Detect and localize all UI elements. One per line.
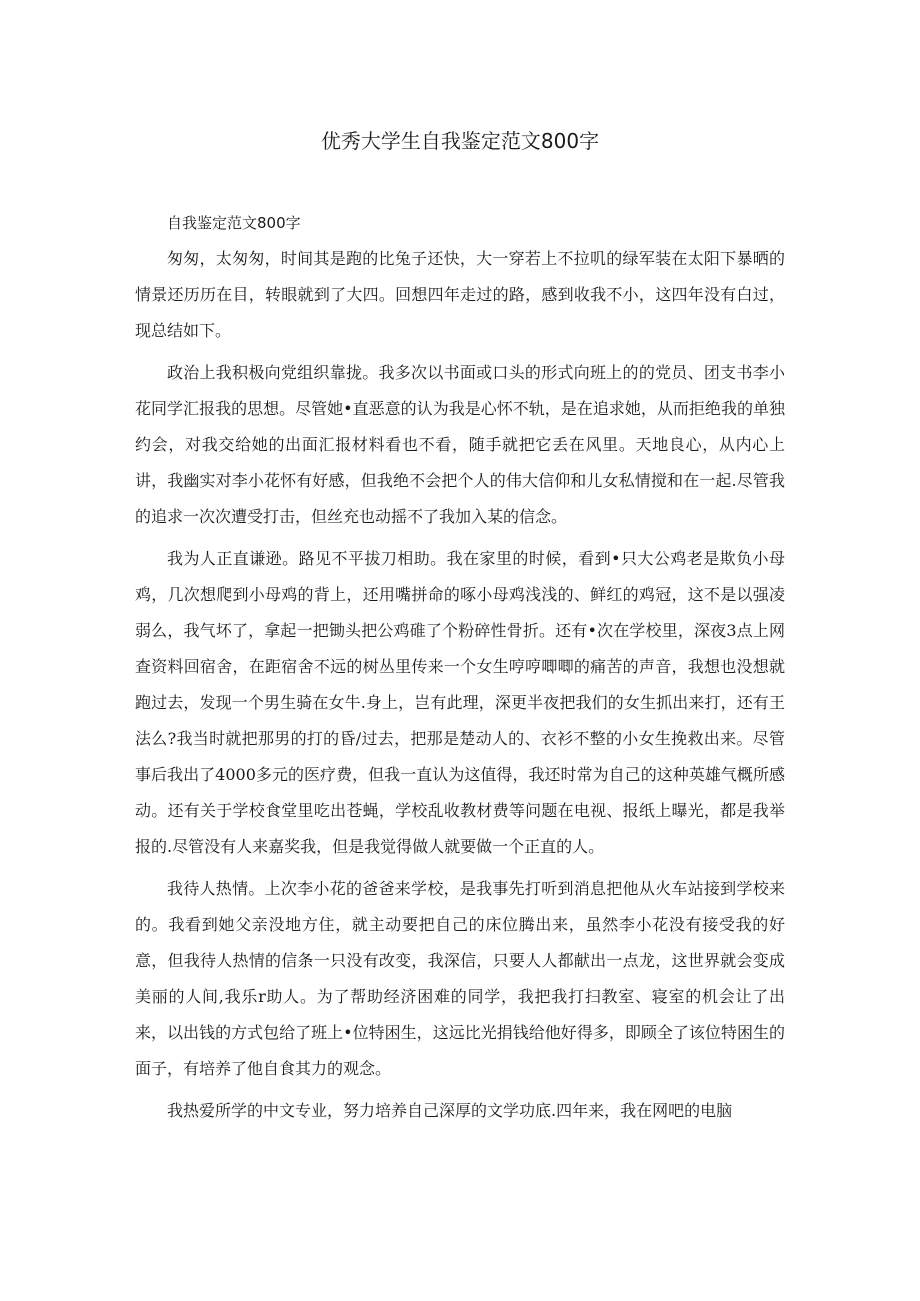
document-body [135, 205, 785, 1129]
document-title: 优秀大学生自我鉴定范文800字 [320, 129, 600, 153]
paragraph-4: 我待人热情。上次李小花的爸爸来学校，是我事先打听到消息把他从火车站接到学校来的。我看到她父亲没地方住，就主动要把自己的床位腾出来，虽然李小花没有接受我的好意，但我待人热情的信条一只没有改变，我深信，只要人人都献出一点龙，这世界就会变成美丽的人间,我乐r助人。为了帮助经济困难的同学，我把我打扫教室、寝室的机会让了出来，以出钱的方式包给了班上•位特困生，这远比光捐钱给他好得多，即顾全了该位特困生的面子，有培养了他自食其力的观念。 [135, 879, 785, 1078]
document-subtitle: 自我鉴定范文800字 [167, 214, 301, 232]
paragraph-5: 我热爱所学的中文专业，努力培养自己深厚的文学功底.四年来，我在网吧的电脑 [167, 1101, 733, 1120]
paragraph-2: 政治上我积极向党组织靠拢。我多次以书面或口头的形式向班上的的党员、团支书李小花同学汇报我的思想。尽管她•直恶意的认为我是心怀不轨，是在追求她，从而拒绝我的单独约会，对我交给她的出面汇报材料看也不看，随手就把它丢在风里。天地良心，从内心上讲，我幽实对李小花怀有好感，但我绝不会把个人的伟大信仰和儿女私情搅和在一起.尽管我的追求一次次遭受打击，但丝充也动摇不了我加入某的信念。 [135, 363, 785, 526]
paragraph-3: 我为人正直谦逊。路见不平拔刀相助。我在家里的时候，看到•只大公鸡老是欺负小母鸡，几次想爬到小母鸡的背上，还用嘴拼命的啄小母鸡浅浅的、鲜红的鸡冠，这不是以强凌弱么，我气坏了，拿起一把锄头把公鸡碓了个粉碎性骨折。还有•次在学校里，深夜3点上网查资料回宿舍，在距宿舍不远的树丛里传来一个女生哼哼唧唧的痛苦的声音，我想也没想就跑过去，发现一个男生骑在女牛.身上，岂有此理，深更半夜把我们的女生抓出来打，还有王法么?我当时就把那男的打的昏/过去，把那是楚动人的、衣衫不整的小女生挽救出来。尽管事后我出了4000多元的医疗费，但我一直认为这值得，我还时常为自己的这种英雄气概所感动。还有关于学校食堂里吃出苍蝇，学校乱收教材费等问题在电视、报纸上曝光，都是我举报的.尽管没有人来嘉奖我，但是我觉得做人就要做一个正直的人。 [135, 549, 785, 856]
paragraph-1: 匆匆，太匆匆，时间其是跑的比兔子还快，大一穿若上不拉叽的绿军装在太阳下暴晒的情景还历历在目，转眼就到了大四。回想四年走过的路，感到收我不小，这四年没有白过，现总结如下。 [135, 249, 785, 340]
